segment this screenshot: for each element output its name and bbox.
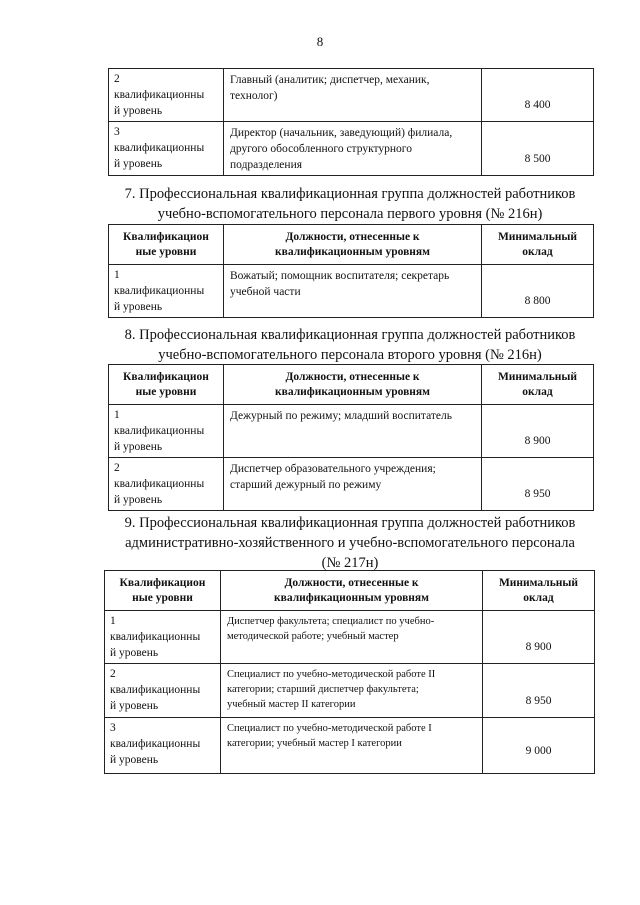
level-label-line: квалификационны (114, 89, 205, 101)
section-title-line: учебно-вспомогательного персонала второго уровня (№ 216н) (158, 347, 542, 363)
section-9-title (96, 513, 604, 573)
positions-cell (221, 664, 483, 718)
page-number: 8 (316, 34, 324, 49)
positions-line: Специалист по учебно-методической работе II (227, 669, 436, 680)
header-line: Должности, отнесенные к (285, 370, 420, 383)
positions-cell (224, 265, 482, 318)
positions-cell (224, 405, 482, 458)
positions-cell (224, 69, 482, 122)
level-label-line: й уровень (114, 301, 163, 313)
level-cell (109, 458, 224, 511)
header-line: Должности, отнесенные к (285, 230, 420, 243)
level-label-line: квалификационны (114, 285, 205, 297)
table-row (109, 122, 594, 176)
positions-cell (224, 458, 482, 511)
level-label-line: квалификационны (114, 478, 205, 490)
positions-cell (224, 122, 482, 176)
header-line: квалификационным уровням (275, 245, 430, 258)
level-label-line: й уровень (114, 105, 163, 117)
positions-line: другого обособленного структурного (230, 143, 412, 155)
level-cell (109, 265, 224, 318)
header-line: квалификационным уровням (274, 591, 429, 604)
header-level (109, 225, 224, 265)
positions-line: Вожатый; помощник воспитателя; секретарь (230, 270, 450, 282)
section-title-line: 8. Профессиональная квалификационная группа должностей работников (124, 327, 576, 343)
salary-cell: 8 950 (482, 458, 594, 511)
header-salary (482, 225, 594, 265)
table-row (109, 265, 594, 318)
positions-line: подразделения (230, 159, 303, 171)
level-number: 3 (114, 126, 120, 138)
header-line: Квалификацион (123, 370, 209, 383)
salary-cell: 8 950 (483, 664, 595, 718)
level-cell (105, 718, 221, 774)
positions-line: Специалист по учебно-методической работе I (227, 723, 432, 734)
header-line: ные уровни (132, 591, 193, 604)
section-title-line: учебно-вспомогательного персонала первого уровня (№ 216н) (157, 206, 543, 222)
header-level (105, 571, 221, 611)
level-cell (105, 664, 221, 718)
salary-cell: 9 000 (483, 718, 595, 774)
level-label-line: квалификационны (114, 142, 205, 154)
positions-line: старший дежурный по режиму (230, 479, 382, 491)
positions-line: категории; старший диспетчер факультета; (227, 684, 419, 695)
level-label-line: квалификационны (110, 631, 201, 643)
header-line: квалификационным уровням (275, 385, 430, 398)
level-cell (109, 405, 224, 458)
table-header-row (109, 365, 594, 405)
salary-cell: 8 900 (482, 405, 594, 458)
section-title-line: (№ 217н) (321, 555, 379, 571)
positions-line: Главный (аналитик; диспетчер, механик, (230, 74, 430, 86)
positions-line: Диспетчер образовательного учреждения; (230, 463, 436, 475)
section-8-table (108, 364, 594, 511)
level-number: 1 (114, 409, 120, 421)
level-cell (105, 611, 221, 664)
level-number: 2 (114, 462, 120, 474)
section-7-table (108, 224, 594, 318)
positions-cell (221, 611, 483, 664)
header-line: ные уровни (135, 245, 197, 258)
positions-line: Дежурный по режиму; младший воспитатель (230, 410, 453, 422)
header-positions (221, 571, 483, 611)
level-cell (109, 69, 224, 122)
salary-cell: 8 800 (482, 265, 594, 318)
header-line: ные уровни (135, 385, 197, 398)
table-row (109, 458, 594, 511)
header-salary (483, 571, 595, 611)
header-level (109, 365, 224, 405)
positions-line: технолог) (230, 90, 278, 102)
section-title-line: 9. Профессиональная квалификационная группа должностей работников (124, 515, 576, 531)
table-row (109, 405, 594, 458)
section-7-title (100, 184, 600, 224)
level-label-line: квалификационны (110, 684, 201, 696)
table-row (105, 611, 595, 664)
positions-line: Диспетчер факультета; специалист по учебно- (227, 616, 435, 627)
level-number: 1 (114, 269, 120, 281)
section-title-line: 7. Профессиональная квалификационная группа должностей работников (124, 186, 576, 202)
table-row (105, 664, 595, 718)
salary-cell: 8 400 (482, 69, 594, 122)
salary-cell: 8 500 (482, 122, 594, 176)
header-positions (224, 365, 482, 405)
section-8-title (100, 325, 600, 365)
header-line: оклад (522, 385, 553, 398)
header-line: Минимальный (497, 370, 578, 383)
header-line: Минимальный (497, 230, 578, 243)
positions-line: методической работе; учебный мастер (227, 631, 399, 642)
positions-cell (221, 718, 483, 774)
header-line: оклад (523, 591, 554, 604)
header-line: оклад (522, 245, 553, 258)
table-row (109, 69, 594, 122)
level-label-line: й уровень (114, 441, 163, 453)
level-label-line: й уровень (110, 647, 159, 659)
level-number: 2 (110, 668, 116, 680)
header-line: Минимальный (498, 576, 579, 589)
header-line: Квалификацион (119, 576, 206, 589)
header-line: Квалификацион (123, 230, 209, 243)
section-title-line: административно-хозяйственного и учебно-вспомогательного персонала (125, 535, 575, 551)
positions-line: учебный мастер II категории (227, 699, 356, 710)
level-label-line: й уровень (114, 158, 163, 170)
level-label-line: й уровень (114, 494, 163, 506)
table-row (105, 718, 595, 774)
level-label-line: квалификационны (110, 738, 201, 750)
level-label-line: й уровень (110, 700, 159, 712)
positions-line: Директор (начальник, заведующий) филиала, (230, 127, 453, 139)
salary-cell: 8 900 (483, 611, 595, 664)
positions-line: категории; учебный мастер I категории (227, 738, 402, 749)
positions-line: учебной части (230, 286, 301, 298)
level-number: 2 (114, 73, 120, 85)
table-header-row (105, 571, 595, 611)
level-number: 1 (110, 615, 116, 627)
table-continued (108, 68, 594, 176)
section-9-table (104, 570, 595, 774)
header-line: Должности, отнесенные к (284, 576, 419, 589)
table-header-row (109, 225, 594, 265)
level-number: 3 (110, 722, 116, 734)
level-cell (109, 122, 224, 176)
level-label-line: й уровень (110, 754, 159, 766)
header-positions (224, 225, 482, 265)
level-label-line: квалификационны (114, 425, 205, 437)
header-salary (482, 365, 594, 405)
